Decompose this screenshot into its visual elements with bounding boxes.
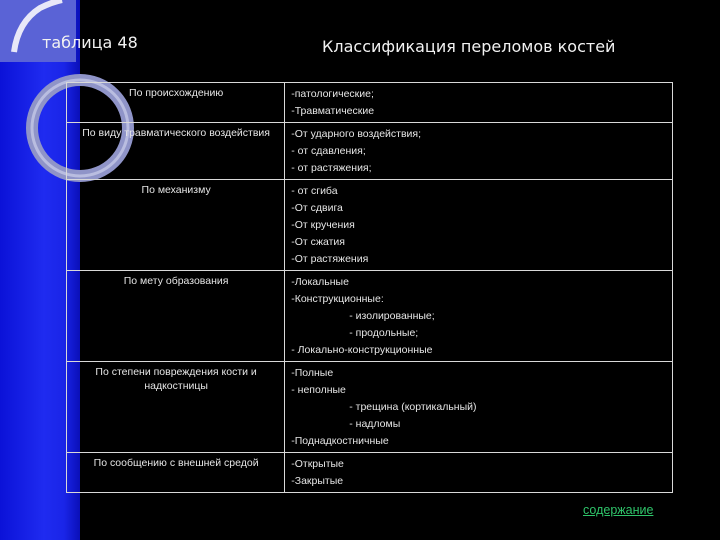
value-line: - изолированные; <box>349 310 435 322</box>
value-line: -патологические; <box>291 88 374 100</box>
slide-title: Классификация переломов костей <box>322 37 616 56</box>
table-row <box>67 271 673 362</box>
criterion-cell: По виду травматического воздействия <box>67 123 285 180</box>
value-line: -Травматические <box>291 105 375 117</box>
criterion-cell: По механизму <box>67 180 285 271</box>
value-line: - от сгиба <box>291 185 338 197</box>
value-line: - Локально-конструкционные <box>291 344 433 356</box>
value-line: -Открытые <box>291 458 344 470</box>
value-line: -От растяжения <box>291 253 369 265</box>
lecture-label: таблица 48 <box>42 33 138 52</box>
table-row <box>67 123 673 180</box>
value-line: - от растяжения; <box>291 162 372 174</box>
value-line: -От ударного воздействия; <box>291 128 422 140</box>
classification-table <box>66 82 673 493</box>
values-cell <box>285 271 673 362</box>
criterion-cell: По сообщению с внешней средой <box>67 453 285 493</box>
values-cell <box>285 180 673 271</box>
values-cell <box>285 123 673 180</box>
value-line: -Закрытые <box>291 475 344 487</box>
table-row <box>67 453 673 493</box>
value-line: - от сдавления; <box>291 145 366 157</box>
value-line: - продольные; <box>349 327 419 339</box>
value-line: -Поднадкостничные <box>291 435 389 447</box>
value-line: -От сжатия <box>291 236 345 248</box>
values-cell <box>285 83 673 123</box>
value-line: -Локальные <box>291 276 349 288</box>
value-line: -От кручения <box>291 219 355 231</box>
value-line: - неполные <box>291 384 346 396</box>
value-line: - трещина (кортикальный) <box>349 401 477 413</box>
values-cell <box>285 453 673 493</box>
value-line: -Полные <box>291 367 334 379</box>
table-row <box>67 362 673 453</box>
criterion-cell: По степени повреждения кости и надкостницы <box>67 362 285 453</box>
value-line: -От сдвига <box>291 202 343 214</box>
contents-link[interactable]: содержание <box>583 503 654 517</box>
value-line: -Конструкционные: <box>291 293 384 305</box>
value-line: - надломы <box>349 418 401 430</box>
values-cell <box>285 362 673 453</box>
table-row <box>67 180 673 271</box>
criterion-cell: По мету образования <box>67 271 285 362</box>
criterion-cell: По происхождению <box>67 83 285 123</box>
table-row <box>67 83 673 123</box>
